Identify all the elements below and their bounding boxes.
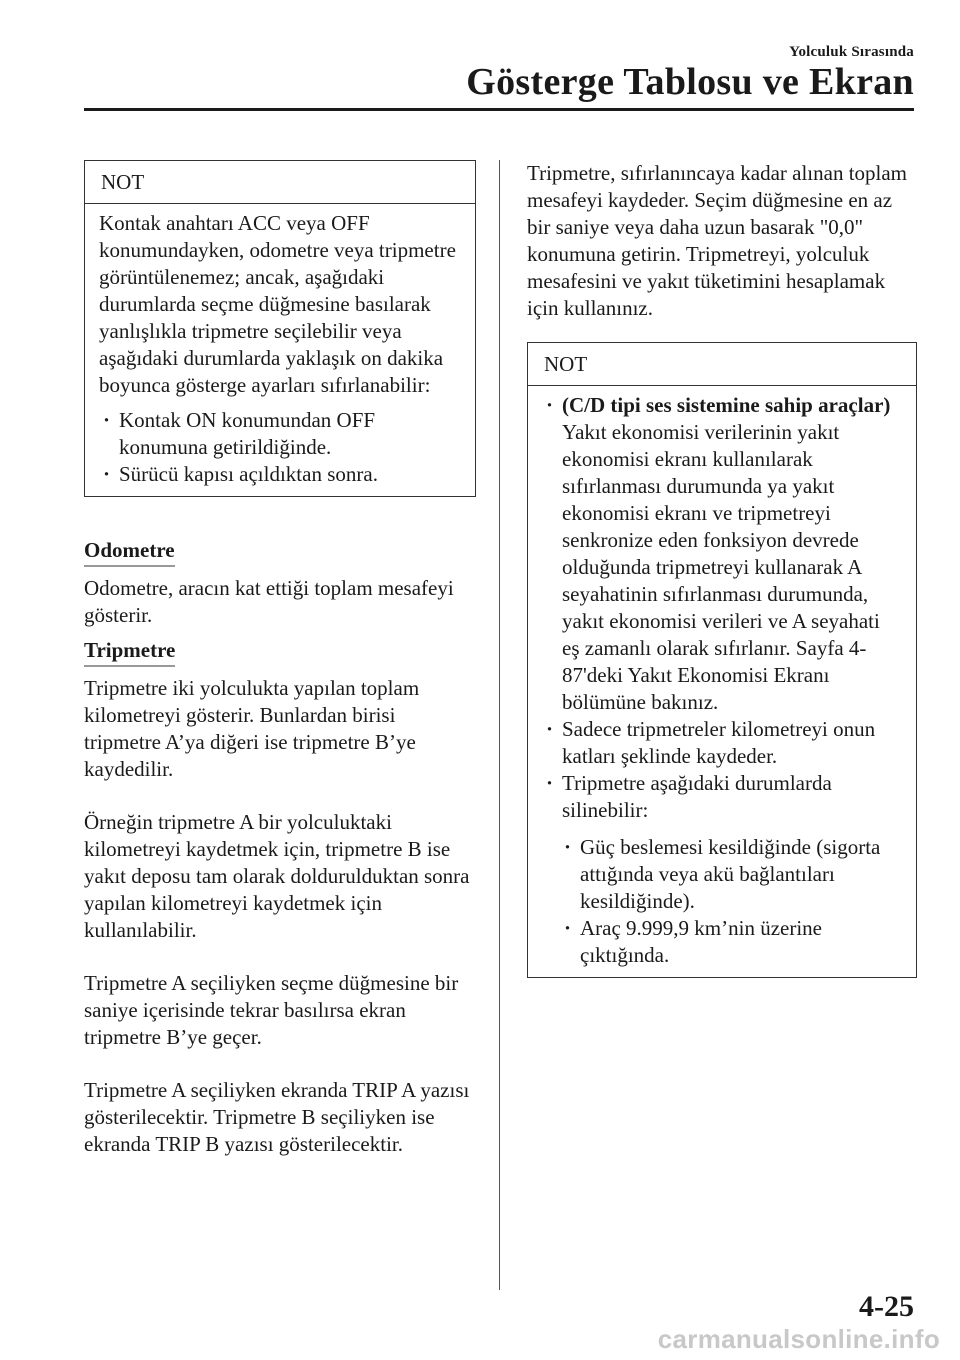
left-note-text: Kontak anahtarı ACC veya OFF konumundayken, odometre veya tripmetre görüntülenemez; ancak, aşağıdaki durumlarda seçme düğmesine basılarak yanlışlıkla tripmetre seçilebilir veya aşağıdaki durumlarda yaklaşık on dakika boyunca gösterge ayarları sıfırlanabilir: bbox=[99, 211, 456, 397]
watermark: carmanualsonline.info bbox=[657, 1324, 940, 1354]
chapter-subtitle: Yolculuk Sırasında bbox=[789, 44, 914, 60]
left-note-bullet: · Kontak ON konumundan OFF konumuna getirildiğinde. bbox=[99, 407, 461, 461]
right-note-bullet: · Sadece tripmetreler kilometreyi onun katları şeklinde kaydeder. bbox=[542, 716, 902, 770]
left-note-body bbox=[85, 204, 475, 496]
column-divider bbox=[499, 160, 500, 1290]
audio-system-text: Yakıt ekonomisi verilerinin yakıt ekonomisi ekranı kullanılarak sıfırlanması durumunda ya yakıt ekonomisi ekranı ve tripmetreyi senkronize eden fonksiyon devrede olduğunda tripmetreyi kullanarak A seyahatinin sıfırlanması durumunda, yakıt ekonomisi verileri ve A seyahati eş zamanlı olarak sıfırlanır. Sayfa 4-87'deki Yakıt Ekonomisi Ekranı bölümüne bakınız. bbox=[562, 420, 880, 714]
erase-sub-bullets bbox=[542, 834, 902, 969]
tripmetre-paragraph: Tripmetre A seçiliyken ekranda TRIP A yazısı gösterilecektir. Tripmetre B seçiliyken ise ekranda TRIP B yazısı gösterilecektir. bbox=[84, 1078, 470, 1156]
tripmetre-heading: Tripmetre bbox=[84, 637, 175, 667]
erase-sub-bullet: · Güç beslemesi kesildiğinde (sigorta attığında veya akü bağlantıları kesildiğinde). bbox=[560, 834, 902, 915]
audio-system-label: (C/D tipi ses sistemine sahip araçlar) bbox=[562, 393, 891, 417]
right-note-bullet-audio bbox=[542, 392, 902, 716]
header-rule bbox=[84, 108, 914, 111]
right-note-box bbox=[527, 342, 917, 978]
page-number: 4-25 bbox=[859, 1290, 914, 1323]
erase-text: Tripmetre aşağıdaki durumlarda silinebilir: bbox=[562, 771, 832, 822]
left-note-box bbox=[84, 160, 476, 497]
tripmetre-paragraph: Tripmetre A seçiliyken seçme düğmesine bir saniye içerisinde tekrar basılırsa ekran tripmetre B’ye geçer. bbox=[84, 971, 459, 1049]
right-column bbox=[527, 160, 917, 978]
tripmetre-paragraph: Örneğin tripmetre A bir yolculuktaki kilometreyi kaydetmek için, tripmetre B ise yakıt deposu tam olarak doldurulduktan sonra yapılan kilometreyi kaydetmek için kullanılabilir. bbox=[84, 810, 470, 942]
right-note-heading: NOT bbox=[528, 343, 916, 386]
left-note-bullets bbox=[99, 407, 461, 488]
tripmetre-paragraph: Tripmetre iki yolculukta yapılan toplam kilometreyi gösterir. Bunlardan birisi tripmetre A’ya diğeri ise tripmetre B’ye kaydedilir. bbox=[84, 676, 420, 781]
erase-sub-bullet: · Araç 9.999,9 km’nin üzerine çıktığında. bbox=[560, 915, 902, 969]
odometre-text: Odometre, aracın kat ettiği toplam mesafeyi gösterir. bbox=[84, 576, 454, 627]
left-note-heading: NOT bbox=[85, 161, 475, 204]
left-column bbox=[84, 160, 476, 1184]
tripmetre-reset-text: Tripmetre, sıfırlanıncaya kadar alınan toplam mesafeyi kaydeder. Seçim düğmesine en az bir saniye veya daha uzun basarak "0,0" konumuna getirin. Tripmetreyi, yolculuk mesafesini ve yakıt tüketimini hesaplamak için kullanınız. bbox=[527, 161, 908, 320]
right-note-body bbox=[528, 386, 916, 977]
right-note-bullet-erase bbox=[542, 770, 902, 969]
odometre-heading: Odometre bbox=[84, 537, 175, 567]
right-note-bullets bbox=[542, 392, 902, 969]
left-note-bullet: · Sürücü kapısı açıldıktan sonra. bbox=[99, 461, 461, 488]
chapter-title: Gösterge Tablosu ve Ekran bbox=[466, 61, 914, 103]
